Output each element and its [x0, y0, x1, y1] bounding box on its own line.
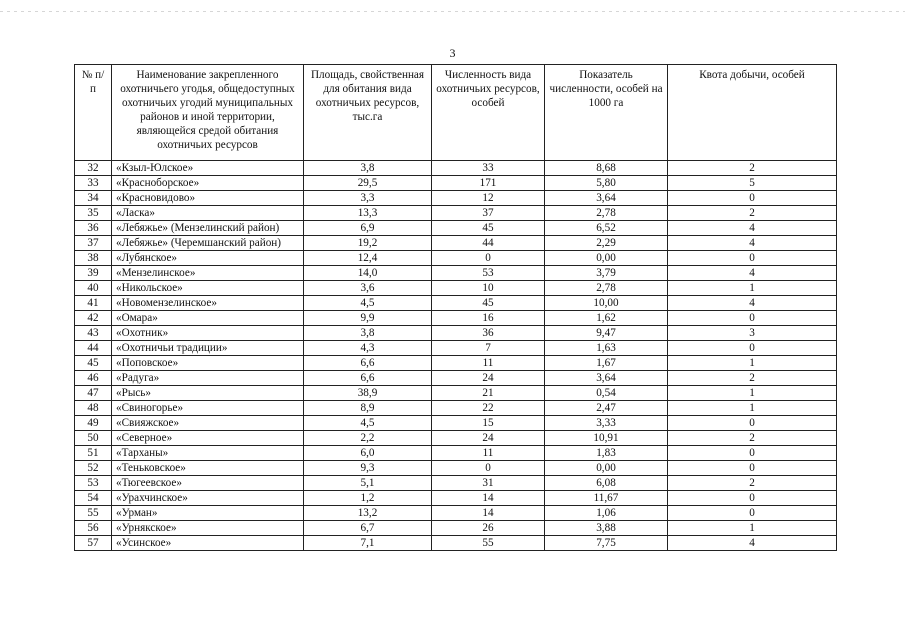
table-row — [75, 401, 837, 416]
cell-density: 1,67 — [545, 356, 668, 371]
cell-density: 3,64 — [545, 371, 668, 386]
cell-area: 9,3 — [304, 461, 432, 476]
table-row — [75, 236, 837, 251]
cell-index: 37 — [75, 236, 112, 251]
cell-name: «Никольское» — [112, 281, 304, 296]
table-row — [75, 476, 837, 491]
cell-density: 1,83 — [545, 446, 668, 461]
cell-index: 34 — [75, 191, 112, 206]
cell-area: 5,1 — [304, 476, 432, 491]
table-row — [75, 176, 837, 191]
table-body — [75, 161, 837, 551]
cell-count: 55 — [432, 536, 545, 551]
table-row — [75, 506, 837, 521]
cell-index: 57 — [75, 536, 112, 551]
cell-name: «Охотник» — [112, 326, 304, 341]
cell-name: «Красновидово» — [112, 191, 304, 206]
table-row — [75, 416, 837, 431]
cell-name: «Красноборское» — [112, 176, 304, 191]
table-row — [75, 251, 837, 266]
cell-index: 45 — [75, 356, 112, 371]
cell-density: 10,91 — [545, 431, 668, 446]
table-row — [75, 446, 837, 461]
cell-name: «Усинское» — [112, 536, 304, 551]
cell-quota: 4 — [668, 266, 837, 281]
cell-area: 6,6 — [304, 356, 432, 371]
cell-density: 6,52 — [545, 221, 668, 236]
cell-area: 7,1 — [304, 536, 432, 551]
hunting-quota-table — [74, 64, 837, 551]
header-density: Показатель численности, особей на 1000 га — [545, 65, 668, 161]
cell-name: «Поповское» — [112, 356, 304, 371]
cell-index: 40 — [75, 281, 112, 296]
cell-quota: 2 — [668, 431, 837, 446]
table-row — [75, 191, 837, 206]
cell-count: 37 — [432, 206, 545, 221]
cell-name: «Северное» — [112, 431, 304, 446]
page-number: 3 — [449, 46, 456, 60]
table-row — [75, 311, 837, 326]
cell-index: 41 — [75, 296, 112, 311]
cell-index: 43 — [75, 326, 112, 341]
cell-density: 0,00 — [545, 251, 668, 266]
cell-quota: 4 — [668, 296, 837, 311]
cell-area: 6,7 — [304, 521, 432, 536]
cell-area: 3,8 — [304, 326, 432, 341]
cell-name: «Урман» — [112, 506, 304, 521]
cell-quota: 2 — [668, 206, 837, 221]
cell-name: «Теньковское» — [112, 461, 304, 476]
cell-name: «Мензелинское» — [112, 266, 304, 281]
cell-index: 35 — [75, 206, 112, 221]
cell-area: 29,5 — [304, 176, 432, 191]
cell-area: 12,4 — [304, 251, 432, 266]
cell-quota: 0 — [668, 461, 837, 476]
cell-quota: 4 — [668, 536, 837, 551]
cell-area: 4,5 — [304, 296, 432, 311]
cell-density: 3,79 — [545, 266, 668, 281]
cell-density: 6,08 — [545, 476, 668, 491]
cell-count: 16 — [432, 311, 545, 326]
cell-count: 10 — [432, 281, 545, 296]
cell-index: 39 — [75, 266, 112, 281]
cell-quota: 2 — [668, 476, 837, 491]
cell-density: 2,47 — [545, 401, 668, 416]
cell-quota: 3 — [668, 326, 837, 341]
header-area: Площадь, свойственная для обитания вида охотничьих ресурсов, тыс.га — [304, 65, 432, 161]
cell-name: «Кзыл-Юлское» — [112, 161, 304, 176]
cell-density: 0,00 — [545, 461, 668, 476]
cell-area: 6,0 — [304, 446, 432, 461]
cell-name: «Рысь» — [112, 386, 304, 401]
cell-density: 0,54 — [545, 386, 668, 401]
table-row — [75, 371, 837, 386]
cell-quota: 2 — [668, 371, 837, 386]
header-name: Наименование закрепленного охотничьего угодья, общедоступных охотничьих угодий муниципальных районов и иной территории, являющейся средой обитания охотничьих ресурсов — [112, 65, 304, 161]
cell-quota: 1 — [668, 401, 837, 416]
cell-area: 13,3 — [304, 206, 432, 221]
cell-name: «Лубянское» — [112, 251, 304, 266]
table-row — [75, 206, 837, 221]
cell-count: 14 — [432, 491, 545, 506]
cell-count: 7 — [432, 341, 545, 356]
cell-name: «Радуга» — [112, 371, 304, 386]
cell-name: «Тарханы» — [112, 446, 304, 461]
cell-density: 3,33 — [545, 416, 668, 431]
cell-quota: 1 — [668, 386, 837, 401]
table-row — [75, 461, 837, 476]
cell-name: «Урнякское» — [112, 521, 304, 536]
cell-density: 3,64 — [545, 191, 668, 206]
cell-index: 52 — [75, 461, 112, 476]
cell-area: 38,9 — [304, 386, 432, 401]
cell-density: 8,68 — [545, 161, 668, 176]
header-quota: Квота добычи, особей — [668, 65, 837, 161]
cell-index: 51 — [75, 446, 112, 461]
cell-count: 12 — [432, 191, 545, 206]
cell-count: 15 — [432, 416, 545, 431]
cell-area: 13,2 — [304, 506, 432, 521]
cell-index: 50 — [75, 431, 112, 446]
table-row — [75, 356, 837, 371]
table-row — [75, 266, 837, 281]
cell-index: 48 — [75, 401, 112, 416]
cell-density: 10,00 — [545, 296, 668, 311]
cell-area: 4,3 — [304, 341, 432, 356]
cell-quota: 0 — [668, 416, 837, 431]
cell-area: 3,3 — [304, 191, 432, 206]
cell-quota: 0 — [668, 506, 837, 521]
cell-quota: 0 — [668, 311, 837, 326]
cell-index: 44 — [75, 341, 112, 356]
cell-index: 47 — [75, 386, 112, 401]
table-row — [75, 341, 837, 356]
cell-name: «Свияжское» — [112, 416, 304, 431]
cell-count: 11 — [432, 446, 545, 461]
cell-quota: 4 — [668, 221, 837, 236]
table-header-row — [75, 65, 837, 161]
table-row — [75, 161, 837, 176]
cell-quota: 1 — [668, 281, 837, 296]
cell-count: 36 — [432, 326, 545, 341]
cell-count: 0 — [432, 461, 545, 476]
cell-quota: 2 — [668, 161, 837, 176]
table-row — [75, 296, 837, 311]
cell-count: 53 — [432, 266, 545, 281]
cell-count: 45 — [432, 296, 545, 311]
cell-index: 46 — [75, 371, 112, 386]
table-row — [75, 536, 837, 551]
cell-count: 24 — [432, 431, 545, 446]
cell-count: 44 — [432, 236, 545, 251]
cell-index: 56 — [75, 521, 112, 536]
cell-area: 9,9 — [304, 311, 432, 326]
cell-quota: 0 — [668, 191, 837, 206]
cell-index: 53 — [75, 476, 112, 491]
cell-density: 5,80 — [545, 176, 668, 191]
cell-density: 11,67 — [545, 491, 668, 506]
cell-quota: 0 — [668, 491, 837, 506]
cell-index: 49 — [75, 416, 112, 431]
cell-quota: 0 — [668, 341, 837, 356]
cell-quota: 0 — [668, 446, 837, 461]
cell-name: «Охотничьи традиции» — [112, 341, 304, 356]
cell-quota: 1 — [668, 356, 837, 371]
cell-area: 19,2 — [304, 236, 432, 251]
table-row — [75, 326, 837, 341]
cell-index: 36 — [75, 221, 112, 236]
table-row — [75, 386, 837, 401]
cell-density: 9,47 — [545, 326, 668, 341]
cell-index: 32 — [75, 161, 112, 176]
cell-index: 38 — [75, 251, 112, 266]
cell-name: «Свиногорье» — [112, 401, 304, 416]
cell-area: 6,9 — [304, 221, 432, 236]
cell-area: 1,2 — [304, 491, 432, 506]
cell-name: «Омара» — [112, 311, 304, 326]
cell-density: 7,75 — [545, 536, 668, 551]
cell-count: 0 — [432, 251, 545, 266]
cell-name: «Ласка» — [112, 206, 304, 221]
cell-quota: 1 — [668, 521, 837, 536]
table-row — [75, 431, 837, 446]
cell-index: 55 — [75, 506, 112, 521]
header-index: № п/п — [75, 65, 112, 161]
cell-index: 42 — [75, 311, 112, 326]
cell-name: «Лебяжье» (Черемшанский район) — [112, 236, 304, 251]
cell-count: 45 — [432, 221, 545, 236]
cell-density: 1,63 — [545, 341, 668, 356]
cell-name: «Урахчинское» — [112, 491, 304, 506]
table-row — [75, 521, 837, 536]
cell-area: 4,5 — [304, 416, 432, 431]
cell-count: 171 — [432, 176, 545, 191]
cell-density: 1,62 — [545, 311, 668, 326]
cell-area: 3,8 — [304, 161, 432, 176]
cell-area: 2,2 — [304, 431, 432, 446]
cell-density: 2,78 — [545, 281, 668, 296]
scan-artifact-line — [0, 11, 905, 12]
cell-density: 1,06 — [545, 506, 668, 521]
cell-area: 3,6 — [304, 281, 432, 296]
table-row — [75, 491, 837, 506]
cell-index: 33 — [75, 176, 112, 191]
cell-count: 21 — [432, 386, 545, 401]
cell-area: 8,9 — [304, 401, 432, 416]
cell-density: 2,78 — [545, 206, 668, 221]
cell-density: 3,88 — [545, 521, 668, 536]
cell-quota: 5 — [668, 176, 837, 191]
cell-area: 6,6 — [304, 371, 432, 386]
cell-count: 11 — [432, 356, 545, 371]
cell-index: 54 — [75, 491, 112, 506]
cell-count: 22 — [432, 401, 545, 416]
table-row — [75, 221, 837, 236]
cell-name: «Тюгеевское» — [112, 476, 304, 491]
cell-name: «Новомензелинское» — [112, 296, 304, 311]
table-row — [75, 281, 837, 296]
cell-count: 33 — [432, 161, 545, 176]
cell-count: 24 — [432, 371, 545, 386]
cell-name: «Лебяжье» (Мензелинский район) — [112, 221, 304, 236]
header-count: Численность вида охотничьих ресурсов, особей — [432, 65, 545, 161]
cell-area: 14,0 — [304, 266, 432, 281]
cell-count: 14 — [432, 506, 545, 521]
cell-density: 2,29 — [545, 236, 668, 251]
cell-quota: 0 — [668, 251, 837, 266]
cell-count: 26 — [432, 521, 545, 536]
cell-count: 31 — [432, 476, 545, 491]
cell-quota: 4 — [668, 236, 837, 251]
